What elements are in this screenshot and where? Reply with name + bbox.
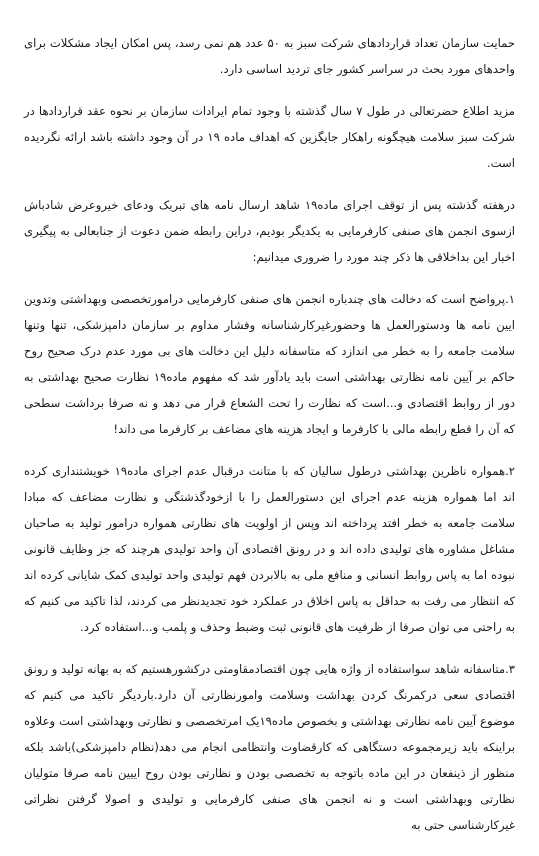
paragraph-seven-years: مزید اطلاع حضرتعالی در طول ۷ سال گذشته با وجود تمام ایرادات سازمان بر نحوه عقد قراردادها در شرکت سبز سلامت هیچگونه راهکار جایگزین که اهداف ماده ۱۹ در آن وجود داشته باشد ارائه نگردیده است. bbox=[24, 104, 515, 170]
paragraph-point-1: ۱.پرواضح است که دخالت های چندباره انجمن های صنفی کارفرمایی درامورتخصصی وبهداشتی وتدوین ایین نامه ها ودستورالعمل ها وحضورغیرکارشناسانه وفشار مداوم بر سازمان دامپزشکی، تنها وتنها سلامت جامعه را به خطر می اندازد که متاسفانه دلیل این دخالت های بی مورد عدم درک صحیح روح حاکم بر آیین نامه نظارتی بهداشتی است باید یادآور شد که مفهوم ماده۱۹ نظارت صحیح بهداشتی به دور از روابط اقتصادی و...است که نظارت را تحت الشعاع قرار می دهد و نه صرفا برداشت سطحی که آن را قطع رابطه مالی با کارفرما و ایجاد هزینه های مضاعف بر کارفرما می داند! bbox=[24, 292, 515, 436]
document-body bbox=[24, 30, 515, 854]
paragraph-last-week: درهفته گذشته پس از توقف اجرای ماده۱۹ شاهد ارسال نامه های تبریک ودعای خیروعرض شادباش ازسوی انجمن های صنفی کارفرمایی به یکدیگر بودیم، دراین رابطه ضمن دعوت از جنابعالی به پیگیری اخبار این بداخلاقی ها ذکر چند مورد را ضروری میدانیم: bbox=[24, 198, 516, 264]
paragraph-point-3: ۳.متاسفانه شاهد سواستفاده از واژه هایی چون اقتصادمقاومتی درکشورهستیم که به بهانه تولید و رونق اقتصادی سعی درکمرنگ کردن بهداشت وسلامت وامورنظارتی آن دارد.باردیگر تاکید می کنیم که موضوع آیین نامه نظارتی بهداشتی و بخصوص ماده۱۹یک امرتخصصی و نظارتی وبهداشتی است وعلاوه براینکه باید زیرمجموعه دستگاهی که کارقضاوت وانتظامی انجام می دهد(نظام دامپزشکی)باشد بلکه منظور از ذینفعان در این ماده باتوجه به تخصصی بودن و نظارتی بودن روح اییین نامه صرفا متولیان نظارتی وبهداشتی است و نه انجمن های صنفی کارفرمایی و تولیدی و اصولا گرفتن نظراتی غیرکارشناسی حتی به bbox=[24, 662, 515, 832]
paragraph-point-2: ۲.همواره ناظرین بهداشتی درطول سالیان که با متانت درقبال عدم اجرای ماده۱۹ خویشتنداری کرده اند اما همواره هزینه عدم اجرای این دستورالعمل را با ازخودگذشتگی و نظارت مضاعف که مبادا سلامت جامعه به خطر افتد پرداخته اند وپس از اولویت های نظارتی همواره درامور تولید به صاحبان مشاغل مشاوره های تولیدی داده اند و در رونق اقتصادی آن واحد تولیدی هرچند که جز وظایف قانونی نبوده اما به پاس روابط انسانی و منافع ملی به بالابردن فهم تولیدی واحد تولیدی کمک شایانی کرده اند که انتظار می رفت به حداقل به پاس اخلاق در عملکرد خود تجدیدنظر می کردند، لذا تاکید می کنیم که به راحتی می توان صرفا از ظرفیت های قانونی ثبت وضبط وحذف و پلمب و...استفاده کرد. bbox=[24, 464, 515, 634]
paragraph-intro-continuation: حمایت سازمان تعداد قراردادهای شرکت سبز به ۵۰ عدد هم نمی رسد، پس امکان ایجاد مشکلات برای واحدهای مورد بحث در سراسر کشور جای تردید اساسی دارد. bbox=[24, 36, 516, 76]
